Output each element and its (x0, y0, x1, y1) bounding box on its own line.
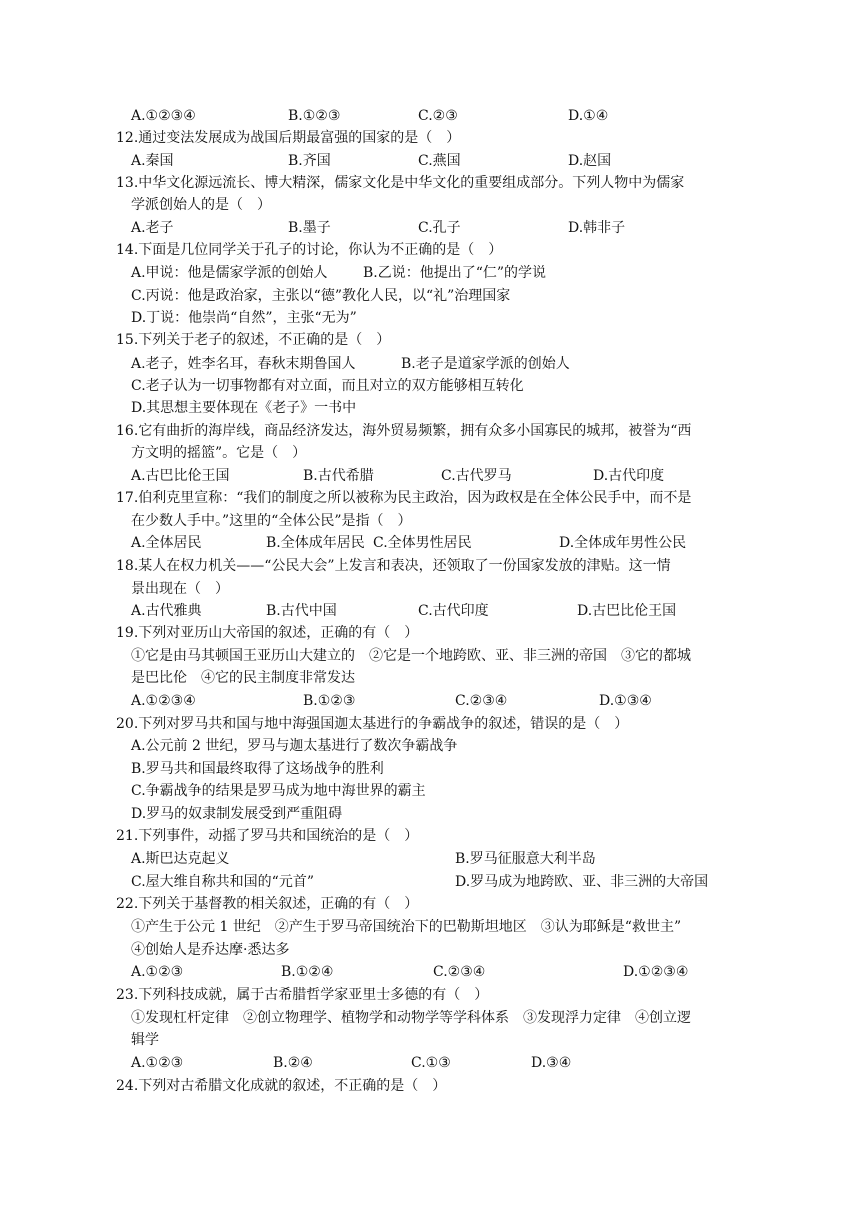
q23-option-d: D.③④ (531, 1055, 572, 1071)
q17-option-d: D.全体成年男性公民 (559, 535, 687, 551)
q18-option-c: C.古代印度 (418, 603, 489, 619)
q16-option-d: D.古代印度 (593, 468, 665, 484)
q15-option-d: D.其思想主要体现在《老子》一书中 (131, 400, 357, 416)
q20-option-a: A.公元前 2 世纪，罗马与迦太基进行了数次争霸战争 (131, 738, 458, 754)
q21-option-b: B.罗马征服意大利半岛 (455, 851, 596, 867)
q20-option-c: C.争霸战争的结果是罗马成为地中海世界的霸主 (131, 783, 426, 799)
q19-option-a: A.①②③④ (131, 693, 196, 709)
q14-option-c: C.丙说：他是政治家，主张以“德”教化人民，以“礼”治理国家 (131, 288, 511, 304)
q13-option-c: C.孔子 (418, 220, 461, 236)
q22-statements-line2: ④创始人是乔达摩·悉达多 (131, 942, 290, 958)
q12-stem: 12.通过变法发展成为战国后期最富强的国家的是（ ） (116, 130, 461, 146)
q16-option-b: B.古代希腊 (303, 468, 374, 484)
q15-option-a: A.老子，姓李名耳，春秋末期鲁国人 (131, 356, 356, 372)
q20-option-b: B.罗马共和国最终取得了这场战争的胜利 (131, 761, 384, 777)
q21-option-c: C.屋大维自称共和国的“元首” (131, 874, 314, 890)
q23-option-c: C.①③ (411, 1055, 451, 1071)
q13-stem-line1: 13.中华文化源远流长、博大精深，儒家文化是中华文化的重要组成部分。下列人物中为儒家 (116, 175, 685, 191)
q17-option-c: C.全体男性居民 (373, 535, 472, 551)
q15-option-c: C.老子认为一切事物都有对立面，而且对立的双方能够相互转化 (131, 378, 524, 394)
q18-option-d: D.古巴比伦王国 (577, 603, 677, 619)
q14-stem: 14.下面是几位同学关于孔子的讨论，你认为不正确的是（ ） (116, 242, 503, 258)
q13-option-d: D.韩非子 (568, 220, 626, 236)
q19-statements-line1: ①它是由马其顿国王亚历山大建立的 ②它是一个地跨欧、亚、非三洲的帝国 ③它的都城 (131, 648, 691, 664)
q16-option-c: C.古代罗马 (441, 468, 512, 484)
q11-option-a: A.①②③④ (131, 108, 196, 124)
q16-stem-line1: 16.它有曲折的海岸线，商品经济发达，海外贸易频繁，拥有众多小国寡民的城邦，被誉为“西 (116, 423, 692, 439)
q17-option-b: B.全体成年居民 (266, 535, 365, 551)
q12-option-c: C.燕国 (418, 153, 461, 169)
q18-stem-line1: 18.某人在权力机关——“公民大会”上发言和表决，还领取了一份国家发放的津贴。这一情 (116, 558, 671, 574)
q16-stem-line2: 方文明的摇篮”。它是（ ） (131, 445, 307, 461)
q23-option-a: A.①②③ (131, 1055, 184, 1071)
q18-stem-line2: 景出现在（ ） (131, 581, 229, 597)
q22-option-c: C.②③④ (433, 964, 486, 980)
q17-option-a: A.全体居民 (131, 535, 202, 551)
q19-option-b: B.①②③ (303, 693, 356, 709)
q12-option-b: B.齐国 (288, 153, 331, 169)
q19-stem: 19.下列对亚历山大帝国的叙述，正确的有（ ） (116, 625, 419, 641)
q14-option-b: B.乙说：他提出了“仁”的学说 (363, 265, 547, 281)
q12-option-a: A.秦国 (131, 153, 174, 169)
q22-option-a: A.①②③ (131, 964, 184, 980)
q15-stem: 15.下列关于老子的叙述，不正确的是（ ） (116, 332, 391, 348)
q14-option-d: D.丁说：他崇尚“自然”，主张“无为” (131, 310, 357, 326)
q23-statements-line1: ①发现杠杆定律 ②创立物理学、植物学和动物学等学科体系 ③发现浮力定律 ④创立逻 (131, 1010, 691, 1026)
q20-option-d: D.罗马的奴隶制发展受到严重阻碍 (131, 806, 343, 822)
q23-option-b: B.②④ (273, 1055, 313, 1071)
q13-stem-line2: 学派创始人的是（ ） (131, 197, 271, 213)
q18-option-b: B.古代中国 (266, 603, 337, 619)
q11-option-b: B.①②③ (288, 108, 341, 124)
q13-option-a: A.老子 (131, 220, 174, 236)
q22-option-b: B.①②④ (281, 964, 334, 980)
q17-stem-line2: 在少数人手中。”这里的“全体公民”是指（ ） (131, 513, 412, 529)
q23-stem: 23.下列科技成就，属于古希腊哲学家亚里士多德的有（ ） (116, 987, 489, 1003)
q15-option-b: B.老子是道家学派的创始人 (401, 356, 570, 372)
q19-option-d: D.①③④ (599, 693, 652, 709)
q21-option-a: A.斯巴达克起义 (131, 851, 230, 867)
q24-stem: 24.下列对古希腊文化成就的叙述，不正确的是（ ） (116, 1078, 447, 1094)
q12-option-d: D.赵国 (568, 153, 612, 169)
q22-stem: 22.下列关于基督教的相关叙述，正确的有（ ） (116, 896, 419, 912)
q21-stem: 21.下列事件，动摇了罗马共和国统治的是（ ） (116, 828, 419, 844)
q20-stem: 20.下列对罗马共和国与地中海强国迦太基进行的争霸战争的叙述，错误的是（ ） (116, 716, 629, 732)
q16-option-a: A.古巴比伦王国 (131, 468, 230, 484)
q18-option-a: A.古代雅典 (131, 603, 202, 619)
q17-stem-line1: 17.伯利克里宣称：“我们的制度之所以被称为民主政治，因为政权是在全体公民手中，而不是 (116, 490, 692, 506)
q13-option-b: B.墨子 (288, 220, 331, 236)
q22-option-d: D.①②③④ (623, 964, 689, 980)
q21-option-d: D.罗马成为地跨欧、亚、非三洲的大帝国 (455, 874, 709, 890)
q22-statements-line1: ①产生于公元 1 世纪 ②产生于罗马帝国统治下的巴勒斯坦地区 ③认为耶稣是“救世主” (131, 919, 682, 935)
q11-option-c: C.②③ (418, 108, 458, 124)
q19-option-c: C.②③④ (455, 693, 508, 709)
q14-option-a: A.甲说：他是儒家学派的创始人 (131, 265, 328, 281)
q19-statements-line2: 是巴比伦 ④它的民主制度非常发达 (131, 670, 355, 686)
q23-statements-line2: 辑学 (131, 1032, 159, 1048)
q11-option-d: D.①④ (568, 108, 609, 124)
